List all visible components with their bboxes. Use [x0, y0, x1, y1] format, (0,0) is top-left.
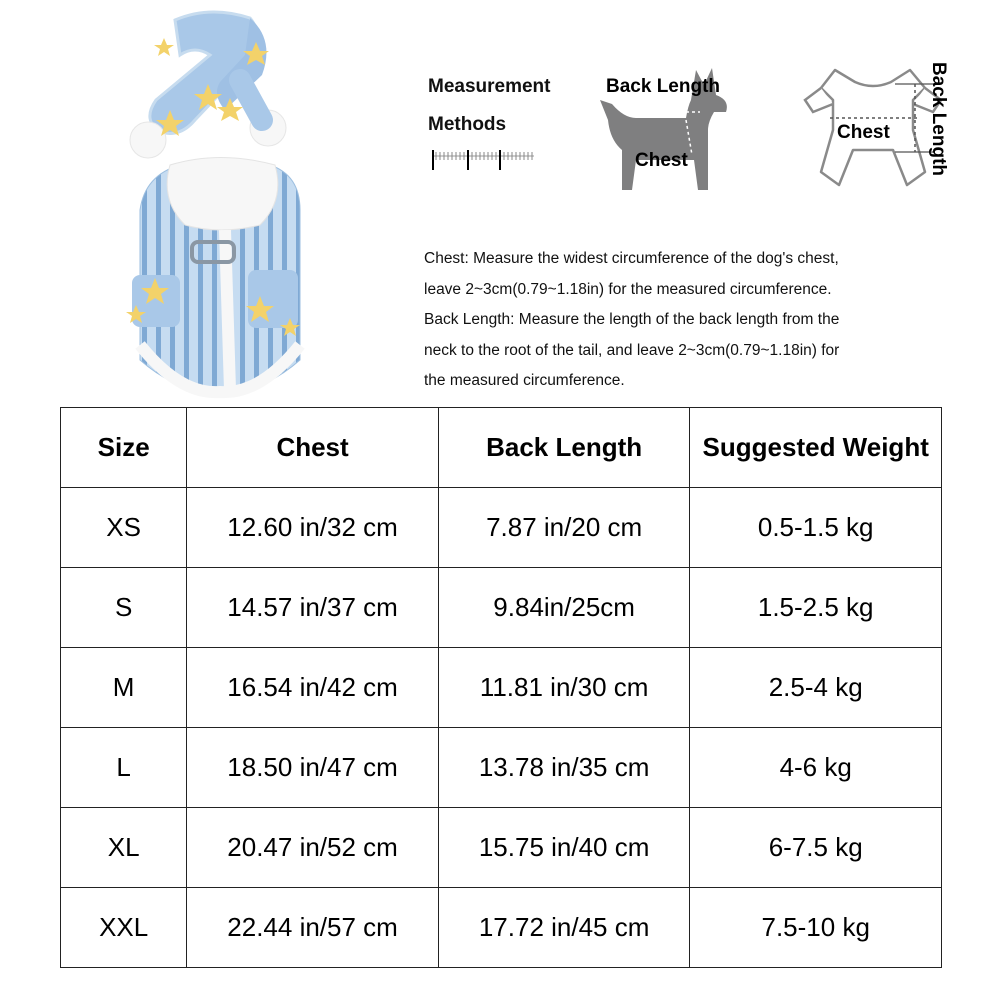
- header-suggested-weight: Suggested Weight: [690, 408, 942, 488]
- table-row: [61, 568, 942, 648]
- cell-back-length: 7.87 in/20 cm: [438, 488, 690, 568]
- header-chest: Chest: [187, 408, 439, 488]
- size-chart-table: [60, 407, 942, 968]
- cell-back-length: 17.72 in/45 cm: [438, 888, 690, 968]
- cell-size: S: [61, 568, 187, 648]
- cell-back-length: 13.78 in/35 cm: [438, 728, 690, 808]
- cell-chest: 16.54 in/42 cm: [187, 648, 439, 728]
- cell-size: XL: [61, 808, 187, 888]
- cell-back-length: 11.81 in/30 cm: [438, 648, 690, 728]
- measurement-title-line2: Methods: [428, 114, 507, 135]
- cell-weight: 6-7.5 kg: [690, 808, 942, 888]
- cell-weight: 4-6 kg: [690, 728, 942, 808]
- cell-weight: 2.5-4 kg: [690, 648, 942, 728]
- product-image: [100, 0, 340, 400]
- dog-back-length-label: Back Length: [606, 76, 721, 97]
- cell-size: L: [61, 728, 187, 808]
- cell-weight: 7.5-10 kg: [690, 888, 942, 968]
- cell-back-length: 9.84in/25cm: [438, 568, 690, 648]
- cell-chest: 22.44 in/57 cm: [187, 888, 439, 968]
- dog-chest-label: Chest: [635, 150, 688, 171]
- table-header-row: [61, 408, 942, 488]
- ruler-icon: [430, 148, 540, 176]
- table-row: [61, 808, 942, 888]
- vest-image: [126, 158, 300, 393]
- description-line: the measured circumference.: [424, 372, 625, 389]
- measurement-description: [424, 244, 964, 397]
- description-line: leave 2~3cm(0.79~1.18in) for the measured circumference.: [424, 280, 832, 298]
- cell-chest: 18.50 in/47 cm: [187, 728, 439, 808]
- cell-size: XXL: [61, 888, 187, 968]
- cell-weight: 0.5-1.5 kg: [690, 488, 942, 568]
- garment-chest-label: Chest: [837, 122, 890, 143]
- table-row: [61, 648, 942, 728]
- table-row: [61, 728, 942, 808]
- cell-chest: 14.57 in/37 cm: [187, 568, 439, 648]
- table-row: [61, 488, 942, 568]
- header-back-length: Back Length: [438, 408, 690, 488]
- table-row: [61, 888, 942, 968]
- measurement-title-line1: Measurement: [428, 76, 551, 97]
- description-line: Chest: Measure the widest circumference of the dog's chest,: [424, 250, 839, 267]
- cell-size: XS: [61, 488, 187, 568]
- cell-chest: 12.60 in/32 cm: [187, 488, 439, 568]
- garment-back-length-label: Back Length: [928, 62, 949, 177]
- description-line: neck to the root of the tail, and leave 2~3cm(0.79~1.18in) for: [424, 341, 840, 359]
- scarf-image: [130, 12, 286, 158]
- cell-weight: 1.5-2.5 kg: [690, 568, 942, 648]
- cell-chest: 20.47 in/52 cm: [187, 808, 439, 888]
- cell-size: M: [61, 648, 187, 728]
- description-line: Back Length: Measure the length of the back length from the: [424, 311, 840, 328]
- cell-back-length: 15.75 in/40 cm: [438, 808, 690, 888]
- header-size: Size: [61, 408, 187, 488]
